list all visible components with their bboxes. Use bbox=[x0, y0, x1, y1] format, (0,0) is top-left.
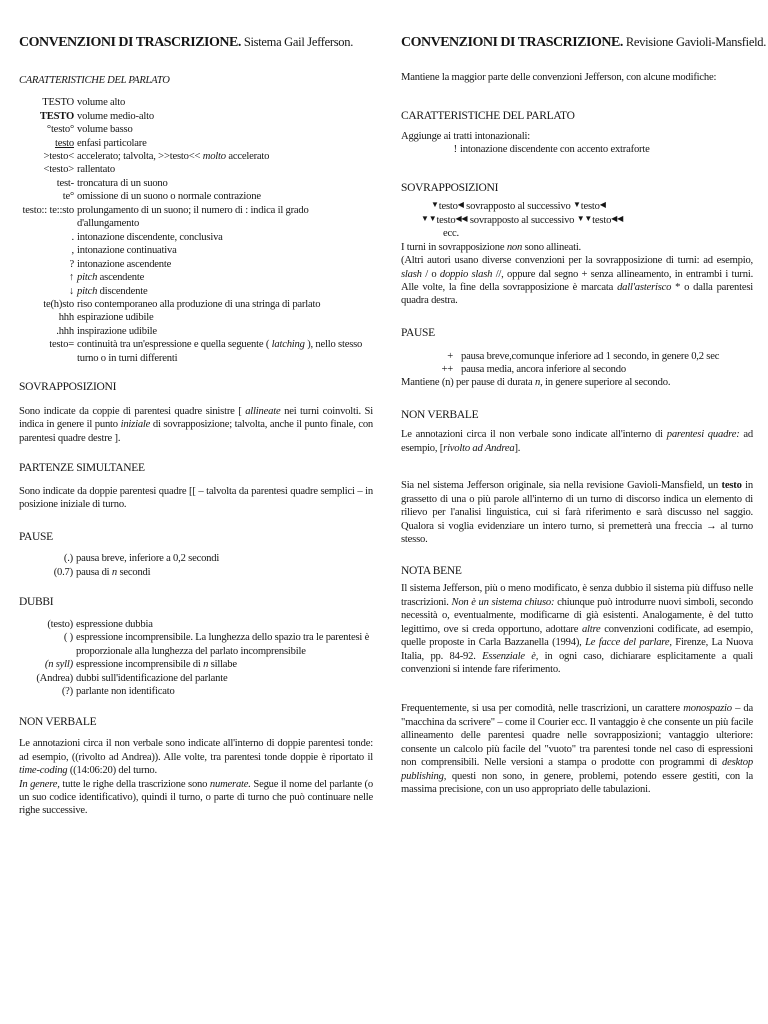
parlato-row bbox=[19, 96, 373, 109]
parlato-row bbox=[19, 285, 373, 298]
left-dubbi-heading: DUBBI bbox=[19, 596, 54, 609]
pause-description: pausa breve, inferiore a 0,2 secondi bbox=[76, 553, 220, 565]
left-dubbi-list bbox=[19, 618, 373, 699]
parlato-row bbox=[19, 298, 373, 311]
dubbi-symbol: ( ) bbox=[63, 632, 73, 644]
right-pause-list bbox=[401, 350, 753, 377]
parlato-row bbox=[19, 177, 373, 190]
parlato-symbol: hhh bbox=[58, 312, 74, 324]
parlato-row bbox=[19, 231, 373, 244]
pause-gm-description: pausa media, ancora inferiore al secondo bbox=[461, 363, 626, 375]
left-triangle-icon: ◀ bbox=[457, 200, 464, 210]
parlato-row bbox=[19, 137, 373, 150]
parlato-symbol: testo bbox=[54, 137, 74, 149]
parlato-row bbox=[19, 204, 373, 231]
left-triangle-icon: ◀ bbox=[599, 200, 606, 210]
right-altri-text: (Altri autori usano diverse convenzioni per la sovrapposizione di turni: ad esempio, slash / o doppio slash //, oppure dal segno + senza allineamento, in entrambi i turni. Alle volte, la fine della sovrapposizione è marcata dall'asterisco * o dalla parentesi quadra destra. bbox=[401, 255, 754, 307]
jefferson-column bbox=[19, 34, 373, 818]
parlato-description: prolungamento di un suono; il numero di : indica il grado d'allungamento bbox=[77, 204, 309, 230]
parlato-symbol: <testo> bbox=[43, 164, 74, 176]
left-pause-list bbox=[19, 552, 373, 579]
double-down-triangle-icon: ▼▼ bbox=[576, 213, 593, 223]
right-nota-text: Il sistema Jefferson, più o meno modificato, è senza dubbio il sistema più diffuso nelle trascrizioni. Non è un sistema chiuso: chiunque può introdurre nuovi simboli, secondo necessità o, eventualmente, modificarne di già esistenti. Analogamente, è del tutto legittimo, ove si creda opportuno, adottare altre convenzioni codificate, ad esempio, quelle proposte in Carla Bazzanella (1994), Le facce del parlare, Firenze, La Nuova Italia, pp. 84-92. Essenziale è, in ogni caso, dichiarare esplicitamente a quali convenzioni si intende fare riferimento. bbox=[401, 583, 754, 675]
dubbi-description: espressione dubbia bbox=[76, 618, 153, 630]
right-parlato-heading: CARATTERISTICHE DEL PARLATO bbox=[401, 110, 575, 123]
left-pause-heading: PAUSE bbox=[19, 530, 53, 543]
gavioli-column bbox=[401, 34, 767, 797]
parlato-row bbox=[19, 110, 373, 123]
parlato-symbol: .hhh bbox=[56, 325, 74, 337]
double-left-triangle-icon: ◀◀ bbox=[455, 213, 468, 223]
parlato-description: pitch ascendente bbox=[77, 272, 145, 284]
parlato-row bbox=[19, 163, 373, 176]
parlato-description: espirazione udibile bbox=[77, 312, 154, 324]
parlato-row bbox=[19, 244, 373, 257]
parlato-description: enfasi particolare bbox=[77, 137, 147, 149]
parlato-symbol: TESTO bbox=[39, 110, 74, 122]
parlato-row bbox=[19, 190, 373, 203]
parlato-row bbox=[19, 123, 373, 136]
left-subtitle: Sistema Gail Jefferson. bbox=[243, 35, 354, 49]
parlato-description: intonazione discendente, conclusiva bbox=[77, 231, 223, 243]
dubbi-description: espressione incomprensibile. La lunghezza dello spazio tra le parentesi è proporzionale alla lunghezza del parlato incomprensibile bbox=[76, 632, 370, 657]
double-left-triangle-icon: ◀◀ bbox=[611, 213, 624, 223]
left-nonverbale-heading: NON VERBALE bbox=[19, 715, 97, 728]
parlato-symbol: te(h)sto bbox=[43, 299, 74, 311]
parlato-symbol: , bbox=[71, 245, 74, 257]
dubbi-description: espressione incomprensibile di n sillabe bbox=[76, 659, 237, 671]
parlato-symbol: ↑ bbox=[68, 272, 74, 284]
parlato-symbol: testo= bbox=[49, 339, 74, 351]
parlato-row bbox=[19, 338, 373, 365]
parlato-symbol: testo:: te::sto bbox=[22, 204, 74, 216]
right-sovr-line-1: ▼testo◀ sovrapposto al successivo ▼testo◀ bbox=[431, 200, 606, 213]
parlato-description: inspirazione udibile bbox=[77, 325, 157, 337]
right-sovr-line-2: ▼▼testo◀◀ sovrapposto al successivo ▼▼testo◀◀ bbox=[421, 213, 624, 226]
parlato-symbol: ? bbox=[69, 258, 74, 270]
parlato-row bbox=[19, 258, 373, 271]
left-partenze-text: Sono indicate da doppie parentesi quadre [[ – talvolta da parentesi quadre semplici – in posizione iniziale di turno. bbox=[19, 485, 373, 511]
parlato-symbol: °testo° bbox=[46, 124, 74, 136]
parlato-description: rallentato bbox=[77, 164, 116, 176]
pause-gm-row bbox=[401, 350, 753, 363]
left-nonverbale-text: Le annotazioni circa il non verbale sono indicate all'interno di doppie parentesi tonde: ad esempio, ((rivolto ad Andrea)). Alle volte, tra parentesi tonde doppie è riportato il time-coding ((14:06:20) del turno. bbox=[19, 738, 373, 777]
dubbi-description: parlante non identificato bbox=[76, 686, 175, 698]
parlato-description: troncatura di un suono bbox=[77, 177, 168, 189]
dubbi-description: dubbi sull'identificazione del parlante bbox=[76, 672, 228, 684]
down-triangle-icon: ▼ bbox=[573, 200, 581, 210]
double-down-triangle-icon: ▼▼ bbox=[421, 213, 437, 223]
dubbi-row bbox=[19, 631, 373, 658]
parlato-description: pitch discendente bbox=[77, 285, 148, 297]
right-nonverbale-heading: NON VERBALE bbox=[401, 408, 479, 421]
exclamation-symbol: ! bbox=[453, 144, 457, 156]
dubbi-symbol: (Andrea) bbox=[36, 672, 73, 684]
dubbi-row bbox=[19, 658, 373, 671]
parlato-description: continuità tra un'espressione e quella seguente ( latching ), nello stesso turno o in turni differenti bbox=[77, 339, 363, 364]
right-nonverbale-text: Le annotazioni circa il non verbale sono indicate all'interno di parentesi quadre: ad esempio, [rivolto ad Andrea]. bbox=[401, 429, 753, 454]
parlato-symbol: . bbox=[71, 231, 74, 243]
parlato-description: accelerato; talvolta, >>testo<< molto accelerato bbox=[77, 151, 270, 163]
left-numerate-text: In genere, tutte le righe della trascrizione sono numerate. Segue il nome del parlante (o un suo codice identificativo), quindi il turno, o parte di turno che può continuare nelle righe successive. bbox=[19, 778, 373, 817]
pause-gm-description: pausa breve,comunque inferiore ad 1 secondo, in genere 0,2 sec bbox=[461, 350, 720, 362]
right-testo-text: Sia nel sistema Jefferson originale, sia nella revisione Gavioli-Mansfield, un testo in grassetto di una o più parole all'interno di un turno di discorso indica un elemento di rilievo per l'analisi linguistica, cui si farà riferimento e sarà discusso nel saggio. Qualora si voglia evidenziare un intero turno, si premetterà una freccia → al turno stesso. bbox=[401, 480, 754, 546]
right-title bbox=[401, 34, 767, 52]
dubbi-symbol: (?) bbox=[61, 686, 73, 698]
parlato-row bbox=[19, 271, 373, 284]
left-title-main: CONVENZIONI DI TRASCRIZIONE. bbox=[19, 35, 241, 50]
left-partenze-heading: PARTENZE SIMULTANEE bbox=[19, 462, 145, 475]
dubbi-symbol: (testo) bbox=[47, 618, 73, 630]
parlato-row bbox=[19, 150, 373, 163]
parlato-description: volume basso bbox=[77, 124, 133, 136]
left-sovr-text: Sono indicate da coppie di parentesi quadre sinistre [ allineate nei turni coinvolti. Si indica in genere il punto iniziale di sovrapposizione; talvolta, anche il punto finale, con parentesi quadre destre ]. bbox=[19, 405, 374, 444]
right-parlato-text: Aggiunge ai tratti intonazionali: bbox=[401, 130, 531, 142]
pause-gm-symbol: ++ bbox=[441, 363, 453, 375]
pause-gm-symbol: + bbox=[447, 350, 453, 362]
parlato-description: intonazione ascendente bbox=[77, 258, 172, 270]
parlato-description: intonazione continuativa bbox=[77, 245, 177, 257]
parlato-symbol: ↓ bbox=[68, 285, 74, 297]
dubbi-row bbox=[19, 618, 373, 631]
pause-gm-row bbox=[401, 363, 753, 376]
left-title bbox=[19, 34, 373, 52]
pause-row bbox=[19, 566, 373, 579]
pause-symbol: (.) bbox=[63, 553, 73, 565]
parlato-symbol: test- bbox=[56, 177, 74, 189]
dubbi-row bbox=[19, 685, 373, 698]
dubbi-row bbox=[19, 672, 373, 685]
dubbi-symbol: (n syll) bbox=[44, 659, 73, 671]
right-nota-heading: NOTA BENE bbox=[401, 564, 462, 577]
parlato-symbol: te° bbox=[62, 191, 74, 203]
left-parlato-heading: CARATTERISTICHE DEL PARLATO bbox=[19, 74, 170, 86]
right-sovr-ecc: ecc. bbox=[443, 228, 459, 240]
parlato-description: riso contemporaneo alla produzione di una stringa di parlato bbox=[77, 299, 321, 311]
right-frequentemente-text: Frequentemente, si usa per comodità, nelle trascrizioni, un carattere monospazio – da "macchina da scrivere" – come il Courier ecc. Il vantaggio è che consente un più facile allineamento delle parentesi quadre nelle sovrapposizioni; vantaggio ulteriore: consente un calcolo più facile del "vuoto" tra parentesi tonde nel caso di espressioni non comprensibili. Nelle versioni a stampa o prodotte con programmi di desktop publishing, questi non sono, in genere, problemi, potendo essere gestiti, con la massima precisione, con un uso appropriato delle tabulazioni. bbox=[401, 703, 754, 796]
parlato-row bbox=[19, 311, 373, 324]
right-pause-heading: PAUSE bbox=[401, 326, 435, 339]
right-pause-text: Mantiene (n) per pause di durata n, in genere superiore al secondo. bbox=[401, 377, 671, 389]
parlato-symbol: TESTO bbox=[42, 97, 74, 109]
right-subtitle: Revisione Gavioli-Mansfield. bbox=[625, 35, 767, 49]
right-sovr-heading: SOVRAPPOSIZIONI bbox=[401, 181, 499, 194]
left-parlato-list bbox=[19, 96, 373, 365]
parlato-row bbox=[19, 325, 373, 338]
parlato-description: volume medio-alto bbox=[77, 110, 154, 122]
pause-symbol: (0.7) bbox=[53, 566, 73, 578]
right-intro: Mantiene la maggior parte delle convenzioni Jefferson, con alcune modifiche: bbox=[401, 71, 717, 83]
right-turni-text: I turni in sovrapposizione non sono allineati. bbox=[401, 241, 582, 253]
pause-description: pausa di n secondi bbox=[76, 566, 151, 578]
parlato-description: volume alto bbox=[77, 97, 126, 109]
right-title-main: CONVENZIONI DI TRASCRIZIONE. bbox=[401, 35, 623, 50]
down-triangle-icon: ▼ bbox=[431, 200, 439, 210]
pause-row bbox=[19, 552, 373, 565]
right-parlato-row: ! intonazione discendente con accento extraforte bbox=[401, 143, 753, 156]
parlato-symbol: >testo< bbox=[43, 151, 74, 163]
left-sovr-heading: SOVRAPPOSIZIONI bbox=[19, 381, 117, 394]
parlato-description: omissione di un suono o normale contrazione bbox=[77, 191, 261, 203]
